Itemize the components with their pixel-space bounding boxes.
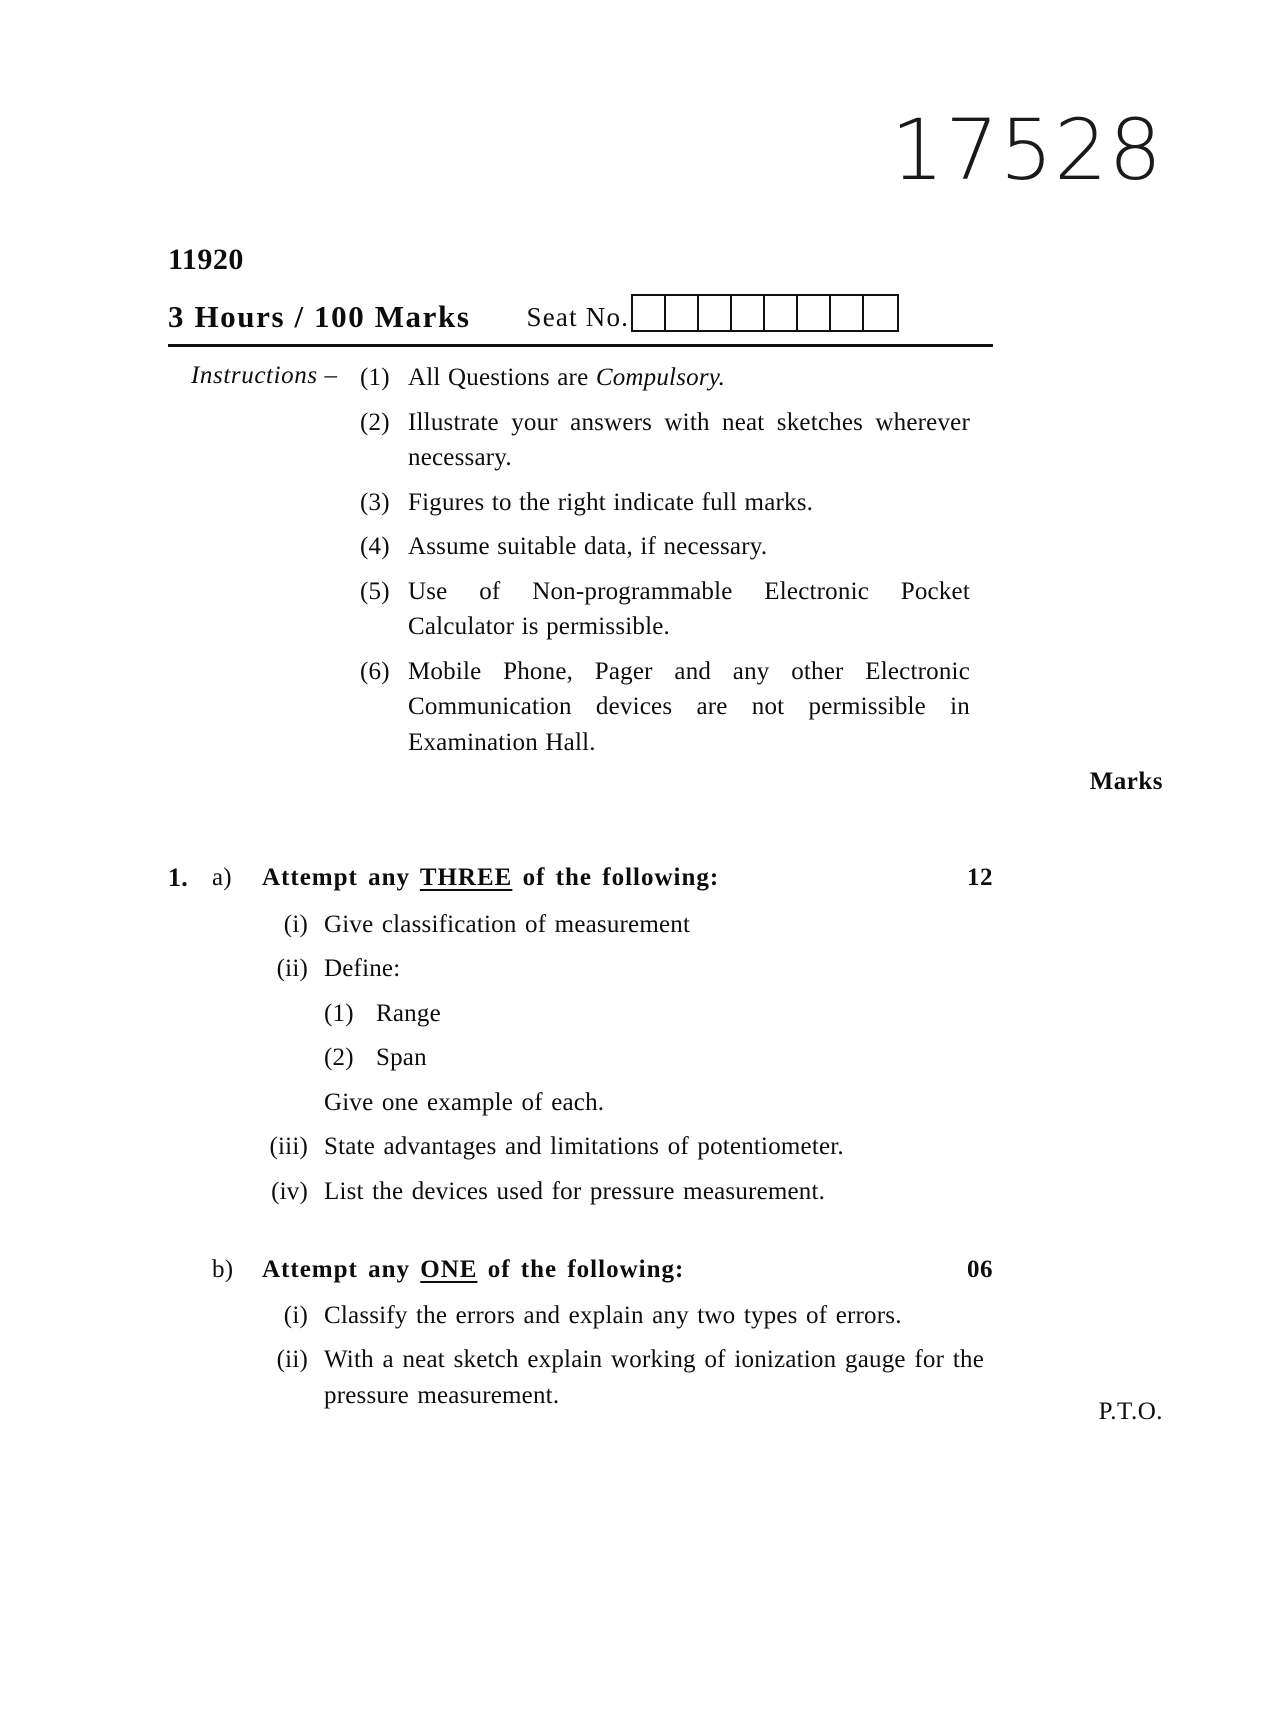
- q1b-head-after: of the following:: [477, 1256, 685, 1284]
- instruction-number: (5): [360, 577, 390, 605]
- question-1b-marks: 06: [967, 1256, 993, 1284]
- item-number: (i): [283, 1301, 308, 1329]
- instruction-text: Assume suitable data, if necessary.: [408, 533, 768, 560]
- question-number: 1.: [168, 863, 188, 892]
- instructions-label: Instructions –: [191, 362, 338, 389]
- instruction-emphasis: Compulsory.: [595, 364, 726, 391]
- item-number: (ii): [276, 955, 308, 983]
- instruction-number: (3): [360, 488, 390, 516]
- instruction-text: All Questions are Compulsory.: [408, 364, 726, 391]
- paper-code: 11920: [168, 243, 244, 276]
- instruction-text: Figures to the right indicate full marks.: [408, 488, 814, 516]
- item-number: (iv): [271, 1177, 308, 1205]
- question-1a-item-ii: [168, 951, 993, 987]
- duration-seat-row: [168, 286, 993, 332]
- seat-no-cell[interactable]: [633, 296, 666, 330]
- item-number: (ii): [276, 1346, 308, 1374]
- q1a-head-after: of the following:: [512, 864, 720, 891]
- nested-text: Span: [376, 1044, 427, 1072]
- seat-no-cell[interactable]: [732, 296, 765, 330]
- item-number: (iii): [269, 1133, 308, 1161]
- seat-no-label: Seat No.: [526, 301, 630, 332]
- seat-no-cell[interactable]: [864, 296, 897, 330]
- instruction-text: Mobile Phone, Pager and any other Electronic Communication devices are not permissible in Examination Hall.: [408, 657, 970, 756]
- question-1a-item-iii: [168, 1129, 993, 1165]
- q1b-head-before: Attempt any: [262, 1256, 421, 1284]
- question-1a-heading: [168, 860, 993, 897]
- instruction-text: Illustrate your answers with neat sketches wherever necessary.: [408, 408, 970, 471]
- item-text: Give classification of measurement: [324, 910, 691, 938]
- nested-text: Range: [376, 999, 441, 1027]
- define-nested-1: [168, 996, 993, 1032]
- instruction-number: (4): [360, 533, 390, 560]
- header-divider: [168, 344, 993, 347]
- define-nested-2: [168, 1040, 993, 1076]
- question-1a-marks: 12: [967, 864, 993, 891]
- instruction-item: [360, 654, 970, 761]
- question-body: [168, 860, 993, 1422]
- item-number: (i): [283, 910, 308, 938]
- instruction-number: (1): [360, 364, 390, 391]
- instructions-list: [360, 360, 970, 760]
- item-text: Define:: [324, 955, 401, 983]
- seat-no-cell[interactable]: [765, 296, 798, 330]
- question-1a-letter: a): [212, 864, 232, 891]
- duration-and-marks: 3 Hours / 100 Marks: [168, 298, 471, 334]
- q1b-head-emphasis: ONE: [420, 1256, 478, 1284]
- instruction-item: [360, 529, 970, 565]
- question-1b-heading: [168, 1252, 993, 1288]
- seat-no-cell[interactable]: [798, 296, 831, 330]
- seat-no-cell[interactable]: [699, 296, 732, 330]
- instruction-item: [360, 574, 970, 645]
- seat-no-grid[interactable]: [631, 294, 899, 332]
- question-1b-item-ii: [168, 1342, 993, 1413]
- question-1b-item-i: [168, 1298, 993, 1334]
- question-1a-item-iv: [168, 1174, 993, 1210]
- seat-no-cell[interactable]: [666, 296, 699, 330]
- question-1b-instruction: [262, 1252, 993, 1288]
- q1a-head-before: Attempt any: [262, 864, 420, 891]
- question-1b-letter: b): [212, 1256, 234, 1284]
- item-text: With a neat sketch explain working of ionization gauge for the pressure measurement.: [324, 1346, 984, 1409]
- nested-number: (1): [324, 999, 354, 1027]
- item-text: State advantages and limitations of potentiometer.: [324, 1133, 844, 1161]
- instruction-item: [360, 405, 970, 476]
- item-text: List the devices used for pressure measurement.: [324, 1177, 826, 1205]
- instruction-number: (6): [360, 657, 390, 685]
- question-1a-instruction: [262, 860, 993, 896]
- instruction-item: [360, 360, 970, 396]
- q1a-head-emphasis: THREE: [419, 864, 513, 891]
- nested-number: (2): [324, 1044, 354, 1072]
- instructions-section: [168, 360, 993, 769]
- item-text: Classify the errors and explain any two types of errors.: [324, 1301, 902, 1329]
- instruction-item: [360, 485, 970, 521]
- instruction-number: (2): [360, 408, 390, 436]
- question-1a-item-i: [168, 907, 993, 943]
- marks-column-header: Marks: [1089, 768, 1163, 795]
- page-turn-over-footer: P.T.O.: [1098, 1398, 1163, 1425]
- subject-code: 17528: [890, 101, 1163, 199]
- section-spacer: [168, 1218, 993, 1252]
- define-note: Give one example of each.: [324, 1088, 605, 1116]
- seat-no-cell[interactable]: [831, 296, 864, 330]
- paper-header: [168, 243, 993, 332]
- instruction-text: Use of Non-programmable Electronic Pocket Calculator is permissible.: [408, 577, 970, 640]
